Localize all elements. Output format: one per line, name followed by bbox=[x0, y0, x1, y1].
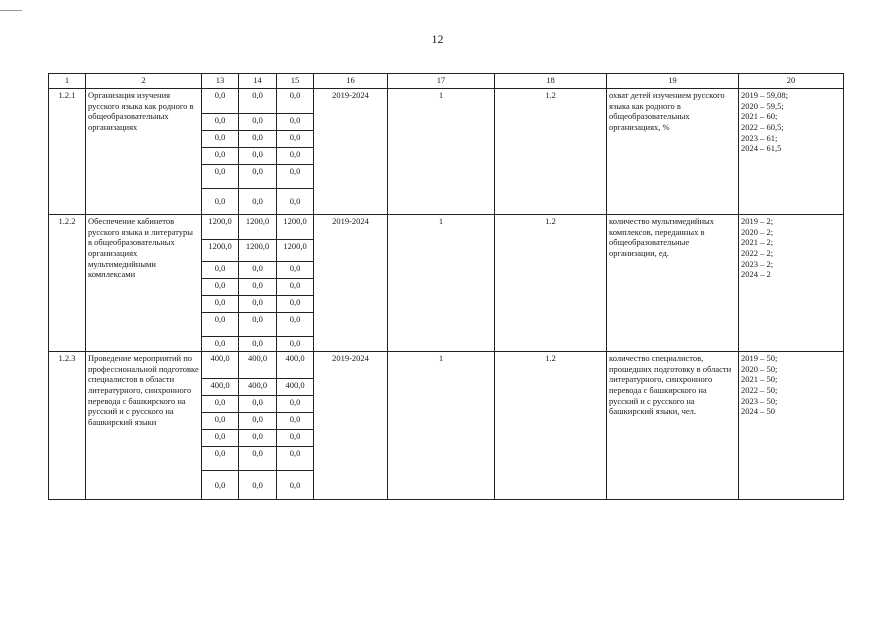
value-col15: 0,0 bbox=[277, 413, 314, 430]
indicator: охват детей изучением русского языка как родного в общеобразовательных организациях, % bbox=[607, 89, 739, 215]
value-col13: 0,0 bbox=[202, 430, 239, 447]
value-col15: 0,0 bbox=[277, 337, 314, 352]
header-cell-19: 19 bbox=[607, 74, 739, 89]
value-col14: 1200,0 bbox=[239, 215, 277, 240]
value-col13: 0,0 bbox=[202, 471, 239, 500]
value-col13: 0,0 bbox=[202, 296, 239, 313]
col17-value: 1 bbox=[388, 89, 495, 215]
item-name: Обеспечение кабинетов русского языка и литературы в общеобразовательных организациях мультимедийными комплексами bbox=[86, 215, 202, 352]
value-col15: 0,0 bbox=[277, 471, 314, 500]
header-cell-18: 18 bbox=[495, 74, 607, 89]
value-col13: 0,0 bbox=[202, 279, 239, 296]
value-col13: 0,0 bbox=[202, 396, 239, 413]
value-col13: 0,0 bbox=[202, 131, 239, 148]
header-cell-15: 15 bbox=[277, 74, 314, 89]
value-col15: 0,0 bbox=[277, 313, 314, 337]
value-col13: 0,0 bbox=[202, 148, 239, 165]
item-name: Проведение мероприятий по профессиональной подготовке специалистов в области литературного, синхронного перевода с башкирского на русский и с русского на башкирский языки bbox=[86, 352, 202, 500]
col17-value: 1 bbox=[388, 352, 495, 500]
value-col14: 1200,0 bbox=[239, 240, 277, 262]
value-col13: 0,0 bbox=[202, 89, 239, 114]
value-col15: 400,0 bbox=[277, 352, 314, 379]
value-col15: 0,0 bbox=[277, 131, 314, 148]
value-col15: 1200,0 bbox=[277, 215, 314, 240]
period: 2019-2024 bbox=[314, 89, 388, 215]
col18-value: 1.2 bbox=[495, 89, 607, 215]
value-col15: 0,0 bbox=[277, 114, 314, 131]
value-col15: 0,0 bbox=[277, 296, 314, 313]
value-col14: 0,0 bbox=[239, 279, 277, 296]
header-cell-1: 1 bbox=[49, 74, 86, 89]
value-col13: 400,0 bbox=[202, 379, 239, 396]
value-col15: 0,0 bbox=[277, 148, 314, 165]
value-col15: 0,0 bbox=[277, 279, 314, 296]
item-number: 1.2.1 bbox=[49, 89, 86, 215]
value-col14: 0,0 bbox=[239, 396, 277, 413]
value-col14: 0,0 bbox=[239, 430, 277, 447]
corner-mark bbox=[0, 10, 22, 11]
item-name: Организация изучения русского языка как родного в общеобразовательных организациях bbox=[86, 89, 202, 215]
indicator: количество мультимедийных комплексов, переданных в общеобразовательные организации, ед. bbox=[607, 215, 739, 352]
header-cell-17: 17 bbox=[388, 74, 495, 89]
value-col14: 0,0 bbox=[239, 262, 277, 279]
value-col15: 0,0 bbox=[277, 165, 314, 189]
value-col13: 400,0 bbox=[202, 352, 239, 379]
value-col15: 0,0 bbox=[277, 89, 314, 114]
value-col13: 1200,0 bbox=[202, 215, 239, 240]
value-col13: 0,0 bbox=[202, 189, 239, 215]
value-col14: 400,0 bbox=[239, 379, 277, 396]
value-col14: 400,0 bbox=[239, 352, 277, 379]
header-cell-2: 2 bbox=[86, 74, 202, 89]
item-number: 1.2.2 bbox=[49, 215, 86, 352]
value-col15: 0,0 bbox=[277, 430, 314, 447]
item-number: 1.2.3 bbox=[49, 352, 86, 500]
value-col14: 0,0 bbox=[239, 413, 277, 430]
period: 2019-2024 bbox=[314, 215, 388, 352]
col18-value: 1.2 bbox=[495, 215, 607, 352]
page-number: 12 bbox=[431, 32, 444, 46]
value-col14: 0,0 bbox=[239, 165, 277, 189]
value-col13: 0,0 bbox=[202, 114, 239, 131]
targets: 2019 – 2; 2020 – 2; 2021 – 2; 2022 – 2; 2023 – 2; 2024 – 2 bbox=[739, 215, 844, 352]
value-col14: 0,0 bbox=[239, 114, 277, 131]
value-col13: 0,0 bbox=[202, 447, 239, 471]
header-cell-13: 13 bbox=[202, 74, 239, 89]
value-col14: 0,0 bbox=[239, 189, 277, 215]
value-col14: 0,0 bbox=[239, 337, 277, 352]
value-col14: 0,0 bbox=[239, 471, 277, 500]
value-col15: 0,0 bbox=[277, 447, 314, 471]
header-cell-20: 20 bbox=[739, 74, 844, 89]
targets: 2019 – 59,08; 2020 – 59,5; 2021 – 60; 2022 – 60,5; 2023 – 61; 2024 – 61,5 bbox=[739, 89, 844, 215]
header-cell-16: 16 bbox=[314, 74, 388, 89]
col17-value: 1 bbox=[388, 215, 495, 352]
table-row bbox=[49, 215, 844, 240]
targets: 2019 – 50; 2020 – 50; 2021 – 50; 2022 – 50; 2023 – 50; 2024 – 50 bbox=[739, 352, 844, 500]
period: 2019-2024 bbox=[314, 352, 388, 500]
program-table bbox=[48, 73, 844, 500]
indicator: количество специалистов, прошедших подготовку в области литературного, синхронного перевода с башкирского на русский и с русского на башкирский языки, чел. bbox=[607, 352, 739, 500]
value-col14: 0,0 bbox=[239, 313, 277, 337]
value-col15: 1200,0 bbox=[277, 240, 314, 262]
value-col15: 400,0 bbox=[277, 379, 314, 396]
value-col14: 0,0 bbox=[239, 447, 277, 471]
value-col13: 0,0 bbox=[202, 165, 239, 189]
col18-value: 1.2 bbox=[495, 352, 607, 500]
header-row bbox=[49, 74, 844, 89]
value-col14: 0,0 bbox=[239, 148, 277, 165]
header-cell-14: 14 bbox=[239, 74, 277, 89]
value-col15: 0,0 bbox=[277, 262, 314, 279]
table-row bbox=[49, 89, 844, 114]
value-col13: 0,0 bbox=[202, 313, 239, 337]
value-col14: 0,0 bbox=[239, 131, 277, 148]
value-col13: 1200,0 bbox=[202, 240, 239, 262]
value-col15: 0,0 bbox=[277, 396, 314, 413]
value-col14: 0,0 bbox=[239, 89, 277, 114]
value-col14: 0,0 bbox=[239, 296, 277, 313]
value-col13: 0,0 bbox=[202, 262, 239, 279]
value-col15: 0,0 bbox=[277, 189, 314, 215]
table-row bbox=[49, 352, 844, 379]
value-col13: 0,0 bbox=[202, 413, 239, 430]
value-col13: 0,0 bbox=[202, 337, 239, 352]
